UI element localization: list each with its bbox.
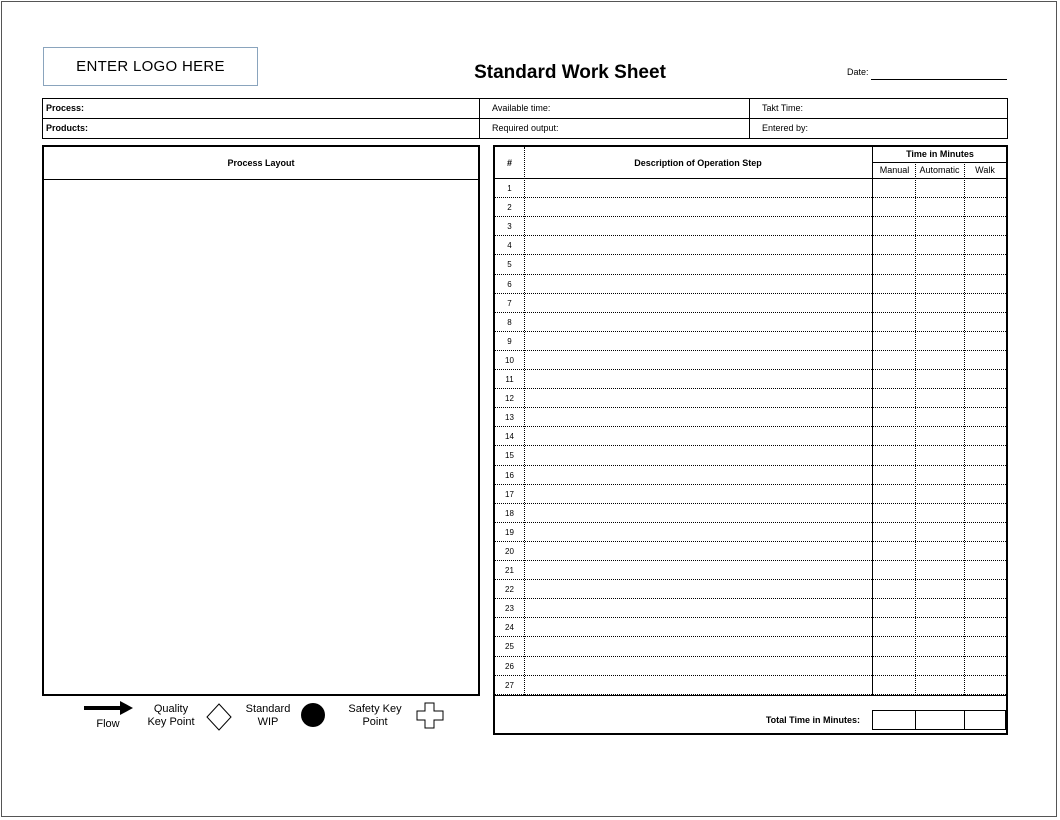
- table-row[interactable]: [495, 504, 1006, 523]
- table-row[interactable]: [495, 217, 1006, 236]
- row-number: 14: [505, 432, 514, 442]
- row-number: 12: [505, 394, 514, 404]
- legend-quality-line1: Quality: [153, 703, 189, 715]
- row-number: 9: [507, 336, 512, 346]
- row-number: 8: [507, 317, 512, 327]
- takt-time-field[interactable]: Takt Time:: [750, 99, 1007, 119]
- time-header: Time in Minutes: [872, 147, 1007, 163]
- row-number: 2: [507, 203, 512, 213]
- row-number: 4: [507, 241, 512, 251]
- products-field[interactable]: Products:: [43, 119, 480, 138]
- legend-quality: [140, 703, 202, 729]
- table-row[interactable]: [495, 179, 1006, 198]
- row-number: 7: [507, 298, 512, 308]
- total-automatic-field[interactable]: [915, 710, 965, 730]
- table-row[interactable]: [495, 599, 1006, 618]
- row-number: 19: [505, 527, 514, 537]
- legend-flow: Flow: [96, 718, 120, 730]
- automatic-header: Automatic: [919, 165, 960, 175]
- row-number: 25: [505, 642, 514, 652]
- row-number: 26: [505, 661, 514, 671]
- process-layout-panel[interactable]: [42, 145, 480, 696]
- total-time-label: Total Time in Minutes:: [765, 715, 860, 725]
- table-row[interactable]: [495, 332, 1006, 351]
- desc-header: Description of Operation Step: [634, 157, 762, 168]
- logo-placeholder[interactable]: ENTER LOGO HERE: [43, 47, 258, 86]
- row-number: 1: [507, 184, 512, 193]
- row-number: 16: [505, 470, 514, 480]
- operation-steps-table: [493, 145, 1008, 735]
- row-number: 3: [507, 222, 512, 232]
- table-row[interactable]: [495, 466, 1006, 485]
- legend-safety-line2: Point: [362, 716, 388, 728]
- legend-safety: [340, 703, 410, 729]
- walk-header: Walk: [975, 165, 995, 175]
- row-number: 23: [505, 604, 514, 614]
- info-grid: [42, 98, 1008, 139]
- table-row[interactable]: [495, 580, 1006, 599]
- process-layout-header: Process Layout: [44, 147, 478, 180]
- date-label: Date:: [847, 67, 869, 77]
- row-number: 24: [505, 623, 514, 633]
- process-field[interactable]: Process:: [43, 99, 480, 119]
- row-number: 13: [505, 413, 514, 423]
- legend-safety-line1: Safety Key: [348, 703, 402, 715]
- legend-wip-line2: WIP: [257, 716, 279, 728]
- row-number: 10: [505, 355, 514, 365]
- table-row[interactable]: [495, 427, 1006, 446]
- row-number: 17: [505, 489, 514, 499]
- diamond-icon: [205, 703, 233, 736]
- table-row[interactable]: [495, 446, 1006, 465]
- table-row[interactable]: [495, 523, 1006, 542]
- table-row[interactable]: [495, 389, 1006, 408]
- row-number: 18: [505, 508, 514, 518]
- row-number: 6: [507, 279, 512, 289]
- row-number: 15: [505, 451, 514, 461]
- row-number: 22: [505, 585, 514, 595]
- row-number: 21: [505, 566, 514, 575]
- total-manual-field[interactable]: [872, 710, 916, 730]
- table-row[interactable]: [495, 313, 1006, 332]
- table-row[interactable]: [495, 657, 1006, 676]
- table-row[interactable]: [495, 561, 1006, 580]
- cross-icon: [415, 702, 445, 735]
- row-number: 11: [505, 375, 514, 384]
- legend-wip-line1: Standard: [245, 703, 291, 715]
- total-walk-field[interactable]: [964, 710, 1006, 730]
- table-row[interactable]: [495, 485, 1006, 504]
- legend-quality-line2: Key Point: [147, 716, 195, 728]
- manual-header: Manual: [872, 162, 916, 178]
- circle-icon: [301, 703, 325, 727]
- table-row[interactable]: [495, 294, 1006, 313]
- table-row[interactable]: [495, 542, 1006, 561]
- date-field[interactable]: [871, 79, 1007, 80]
- table-row[interactable]: [495, 637, 1006, 656]
- legend-wip: [238, 703, 298, 729]
- table-row[interactable]: [495, 255, 1006, 274]
- row-number: 27: [505, 680, 514, 690]
- table-row[interactable]: [495, 198, 1006, 217]
- table-row[interactable]: [495, 370, 1006, 389]
- table-row[interactable]: [495, 618, 1006, 637]
- table-row[interactable]: [495, 236, 1006, 255]
- row-number: 20: [505, 546, 514, 556]
- num-header: #: [506, 157, 512, 168]
- table-row[interactable]: [495, 351, 1006, 370]
- entered-by-field[interactable]: Entered by:: [762, 123, 809, 133]
- table-row[interactable]: [495, 275, 1006, 294]
- row-number: 5: [507, 260, 512, 270]
- table-row[interactable]: [495, 676, 1006, 695]
- required-output-field[interactable]: Required output:: [480, 119, 750, 138]
- table-row[interactable]: [495, 408, 1006, 427]
- page-title: Standard Work Sheet: [474, 62, 666, 83]
- available-time-field[interactable]: Available time:: [480, 99, 750, 119]
